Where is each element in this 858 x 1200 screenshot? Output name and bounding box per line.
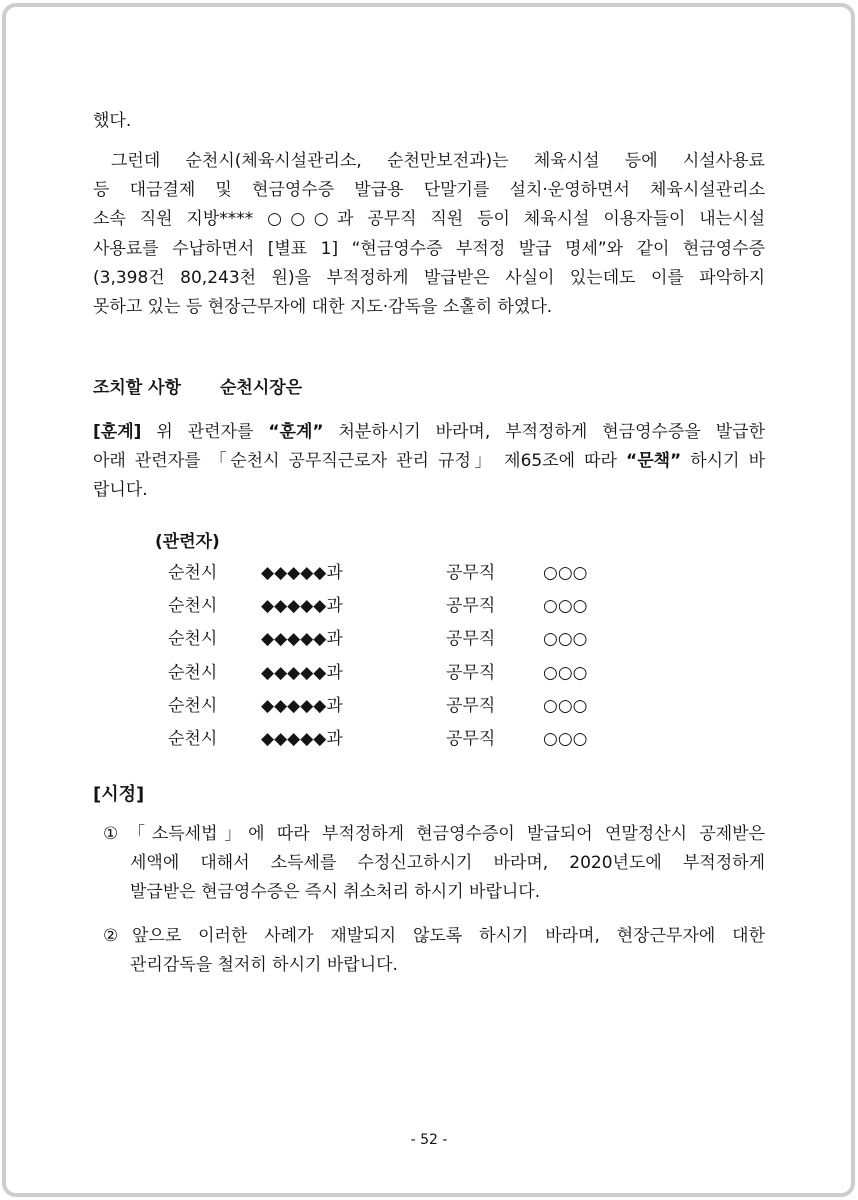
person-org: 순천시: [168, 629, 218, 650]
paragraph-line: 소속 직원 지방**** ○○○과 공무직 직원 등이 체육시설 이용자들이 내는시설: [93, 209, 765, 230]
correction-item: [103, 922, 765, 980]
correction-heading: [시정]: [93, 784, 145, 805]
page-number: - 52 -: [410, 1132, 448, 1148]
related-person-row: [0, 590, 858, 623]
person-position: 공무직: [446, 596, 496, 617]
item-marker: ①: [103, 824, 119, 844]
person-dept: ◆◆◆◆◆과: [261, 662, 343, 683]
text-segment: 위 관련자를: [141, 422, 269, 442]
related-person-row: [0, 723, 858, 756]
paragraph-line: [93, 476, 765, 505]
finding-paragraph: [93, 147, 765, 322]
person-org: 순천시: [168, 695, 218, 716]
person-org: 순천시: [168, 596, 218, 617]
paragraph-line: 못하고 있는 등 현장근무자에 대한 지도·감독을 소홀히 하였다.: [93, 297, 553, 318]
paragraph-line: 등 대금결제 및 현금영수증 발급용 단말기를 설치·운영하면서 체육시설관리소: [93, 180, 765, 201]
item-line: 「소득세법」에 따라 부적정하게 현금영수증이 발급되어 연말정산시 공제받은: [128, 824, 765, 844]
person-position: 공무직: [446, 695, 496, 716]
person-name: ○○○: [543, 563, 588, 583]
paragraph-line: 그런데 순천시(체육시설관리소, 순천만보전과)는 체육시설 등에 시설사용료: [111, 151, 765, 171]
intro-paragraph-tail: [93, 107, 765, 136]
person-position: 공무직: [446, 728, 496, 749]
person-dept: ◆◆◆◆◆과: [261, 728, 343, 749]
related-persons-list: [0, 557, 858, 756]
item-line: 관리감독을 철저히 하시기 바랍니다.: [130, 955, 398, 975]
related-persons-label: (관련자): [155, 532, 220, 552]
person-org: 순천시: [168, 563, 218, 583]
paragraph-line: (3,398건 80,243천 원)을 부적정하게 발급받은 사실이 있는데도 이를 파악하지: [93, 267, 765, 288]
person-dept: ◆◆◆◆◆과: [261, 695, 343, 716]
person-name: ○○○: [543, 629, 588, 650]
paragraph-line: [93, 418, 765, 447]
text-segment: 랍니다.: [93, 480, 148, 500]
person-dept: ◆◆◆◆◆과: [261, 596, 343, 617]
person-position: 공무직: [446, 563, 496, 583]
item-marker: ②: [103, 926, 119, 946]
person-dept: ◆◆◆◆◆과: [261, 629, 343, 650]
reprimand-paragraph: [93, 418, 765, 505]
paragraph-line: 사용료를 수납하면서 [별표 1] “현금영수증 부적정 발급 명세”와 같이 현금영수증: [93, 238, 765, 259]
action-heading-target: 순천시장은: [220, 378, 303, 398]
action-heading-label: 조치할 사항: [93, 378, 182, 398]
person-position: 공무직: [446, 629, 496, 650]
text-segment: 하시기 바: [681, 451, 765, 471]
discipline-keyword: “문책”: [626, 451, 682, 471]
related-person-row: [0, 623, 858, 656]
person-name: ○○○: [543, 662, 588, 683]
person-dept: ◆◆◆◆◆과: [261, 563, 343, 583]
related-person-row: [0, 657, 858, 690]
person-org: 순천시: [168, 662, 218, 683]
related-person-row: [0, 690, 858, 723]
reprimand-keyword: “훈계”: [268, 422, 324, 442]
person-name: ○○○: [543, 596, 588, 617]
person-position: 공무직: [446, 662, 496, 683]
text-segment: 처분하시기 바라며, 부적정하게 현금영수증을 발급한: [323, 422, 765, 442]
person-name: ○○○: [543, 728, 588, 749]
action-heading: [93, 374, 765, 402]
reprimand-tag: [훈계]: [93, 422, 142, 442]
correction-item: [103, 820, 765, 907]
item-line: 발급받은 현금영수증은 즉시 취소처리 하시기 바랍니다.: [130, 882, 541, 902]
person-name: ○○○: [543, 695, 588, 716]
text-segment: 아래 관련자를 「순천시 공무직근로자 관리 규정」 제65조에 따라: [93, 451, 627, 471]
paragraph-line: 했다.: [93, 111, 132, 131]
item-line: 앞으로 이러한 사례가 재발되지 않도록 하시기 바라며, 현장근무자에 대한: [132, 926, 765, 946]
person-org: 순천시: [168, 728, 218, 749]
paragraph-line: [93, 447, 765, 476]
related-person-row: [0, 557, 858, 590]
item-line: 세액에 대해서 소득세를 수정신고하시기 바라며, 2020년도에 부적정하게: [130, 853, 765, 873]
